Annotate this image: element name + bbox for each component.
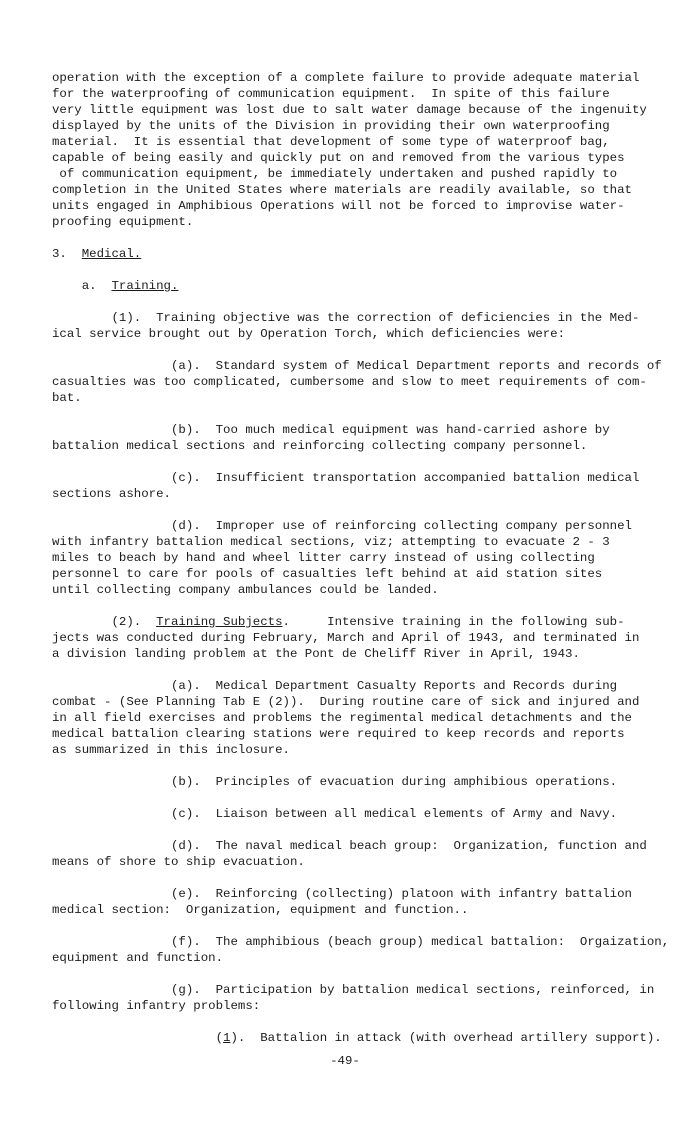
text-line: operation with the exception of a complete failure to provide adequate material — [52, 71, 640, 85]
paragraph-1d — [52, 518, 682, 598]
text-line: (d). Improper use of reinforcing collecting company personnel — [52, 519, 632, 533]
text-line: until collecting company ambulances could be landed. — [52, 583, 439, 597]
text-line: (e). Reinforcing (collecting) platoon with infantry battalion — [52, 887, 632, 901]
paragraph-2g — [52, 982, 682, 1014]
text-line: (b). Too much medical equipment was hand-carried ashore by — [52, 423, 610, 437]
paragraph-2f — [52, 934, 682, 966]
text-line: miles to beach by hand and wheel litter carry instead of using collecting — [52, 551, 595, 565]
paragraph-title: Training Subjects — [156, 615, 283, 629]
text-line: medical battalion clearing stations were required to keep records and reports — [52, 727, 625, 741]
text-line: (1). Training objective was the correction of deficiencies in the Med- — [52, 311, 640, 325]
document-page — [52, 70, 682, 1046]
paragraph-2d — [52, 838, 682, 870]
paragraph-2 — [52, 614, 682, 662]
text-line: (c). Insufficient transportation accompanied battalion medical — [52, 471, 640, 485]
section-heading-medical — [52, 246, 682, 262]
paragraph-1c — [52, 470, 682, 502]
subsection-title: Training. — [111, 279, 179, 293]
text-line: units engaged in Amphibious Operations will not be forced to improvise water- — [52, 199, 625, 213]
section-title: Medical. — [81, 247, 142, 261]
text-line: (a). Medical Department Casualty Reports and Records during — [52, 679, 618, 693]
text-line: sections ashore. — [52, 487, 171, 501]
text-line: (f). The amphibious (beach group) medical battalion: Orgaization, — [52, 935, 670, 949]
item-lead: ( — [52, 1031, 224, 1045]
text-line: with infantry battalion medical sections, viz; attempting to evacuate 2 - 3 — [52, 535, 610, 549]
text-line: (g). Participation by battalion medical sections, reinforced, in — [52, 983, 655, 997]
text-line: combat - (See Planning Tab E (2)). During routine care of sick and injured and — [52, 695, 640, 709]
text-line: jects was conducted during February, March and April of 1943, and terminated in — [52, 631, 640, 645]
paragraph-1a — [52, 358, 682, 406]
continuation-paragraph — [52, 70, 682, 230]
text-line: ical service brought out by Operation Torch, which deficiencies were: — [52, 327, 566, 341]
item-number: 1 — [223, 1031, 231, 1045]
text-line: proofing equipment. — [52, 215, 194, 229]
paragraph-1b — [52, 422, 682, 454]
text-line: capable of being easily and quickly put on and removed from the various types — [52, 151, 625, 165]
section-number: 3. — [52, 247, 67, 261]
text-line: personnel to care for pools of casualties left behind at aid station sites — [52, 567, 603, 581]
paragraph-rest: . Intensive training in the following sub- — [282, 615, 625, 629]
text-line: casualties was too complicated, cumbersome and slow to meet requirements of com- — [52, 375, 647, 389]
paragraph-2g1 — [52, 1030, 682, 1046]
text-line: of communication equipment, be immediately undertaken and pushed rapidly to — [52, 167, 618, 181]
text-line: means of shore to ship evacuation. — [52, 855, 305, 869]
text-line — [52, 614, 682, 630]
item-text: ). Battalion in attack (with overhead artillery support). — [230, 1031, 662, 1045]
text-line: bat. — [52, 391, 82, 405]
subsection-heading-training — [52, 278, 682, 294]
paragraph-2b: (b). Principles of evacuation during amphibious operations. — [52, 775, 618, 789]
text-line: a division landing problem at the Pont de Cheliff River in April, 1943. — [52, 647, 580, 661]
text-line: for the waterproofing of communication equipment. In spite of this failure — [52, 87, 610, 101]
text-line: in all field exercises and problems the regimental medical detachments and the — [52, 711, 632, 725]
page-number: -49- — [330, 1054, 360, 1068]
text-line: as summarized in this inclosure. — [52, 743, 290, 757]
paragraph-2c: (c). Liaison between all medical elements of Army and Navy. — [52, 807, 618, 821]
text-line: material. It is essential that development of some type of waterproof bag, — [52, 135, 610, 149]
paragraph-2a — [52, 678, 682, 758]
paragraph-1 — [52, 310, 682, 342]
text-line: (a). Standard system of Medical Department reports and records of — [52, 359, 662, 373]
text-line: displayed by the units of the Division in providing their own waterproofing — [52, 119, 610, 133]
paragraph-2e — [52, 886, 682, 918]
paragraph-lead: (2). — [52, 615, 157, 629]
text-line: following infantry problems: — [52, 999, 261, 1013]
text-line: medical section: Organization, equipment and function.. — [52, 903, 469, 917]
text-line: completion in the United States where materials are readily available, so that — [52, 183, 632, 197]
text-line: battalion medical sections and reinforcing collecting company personnel. — [52, 439, 588, 453]
text-line: equipment and function. — [52, 951, 224, 965]
subsection-letter: a. — [81, 279, 97, 293]
text-line: (d). The naval medical beach group: Organization, function and — [52, 839, 647, 853]
text-line: very little equipment was lost due to salt water damage because of the ingenuity — [52, 103, 647, 117]
